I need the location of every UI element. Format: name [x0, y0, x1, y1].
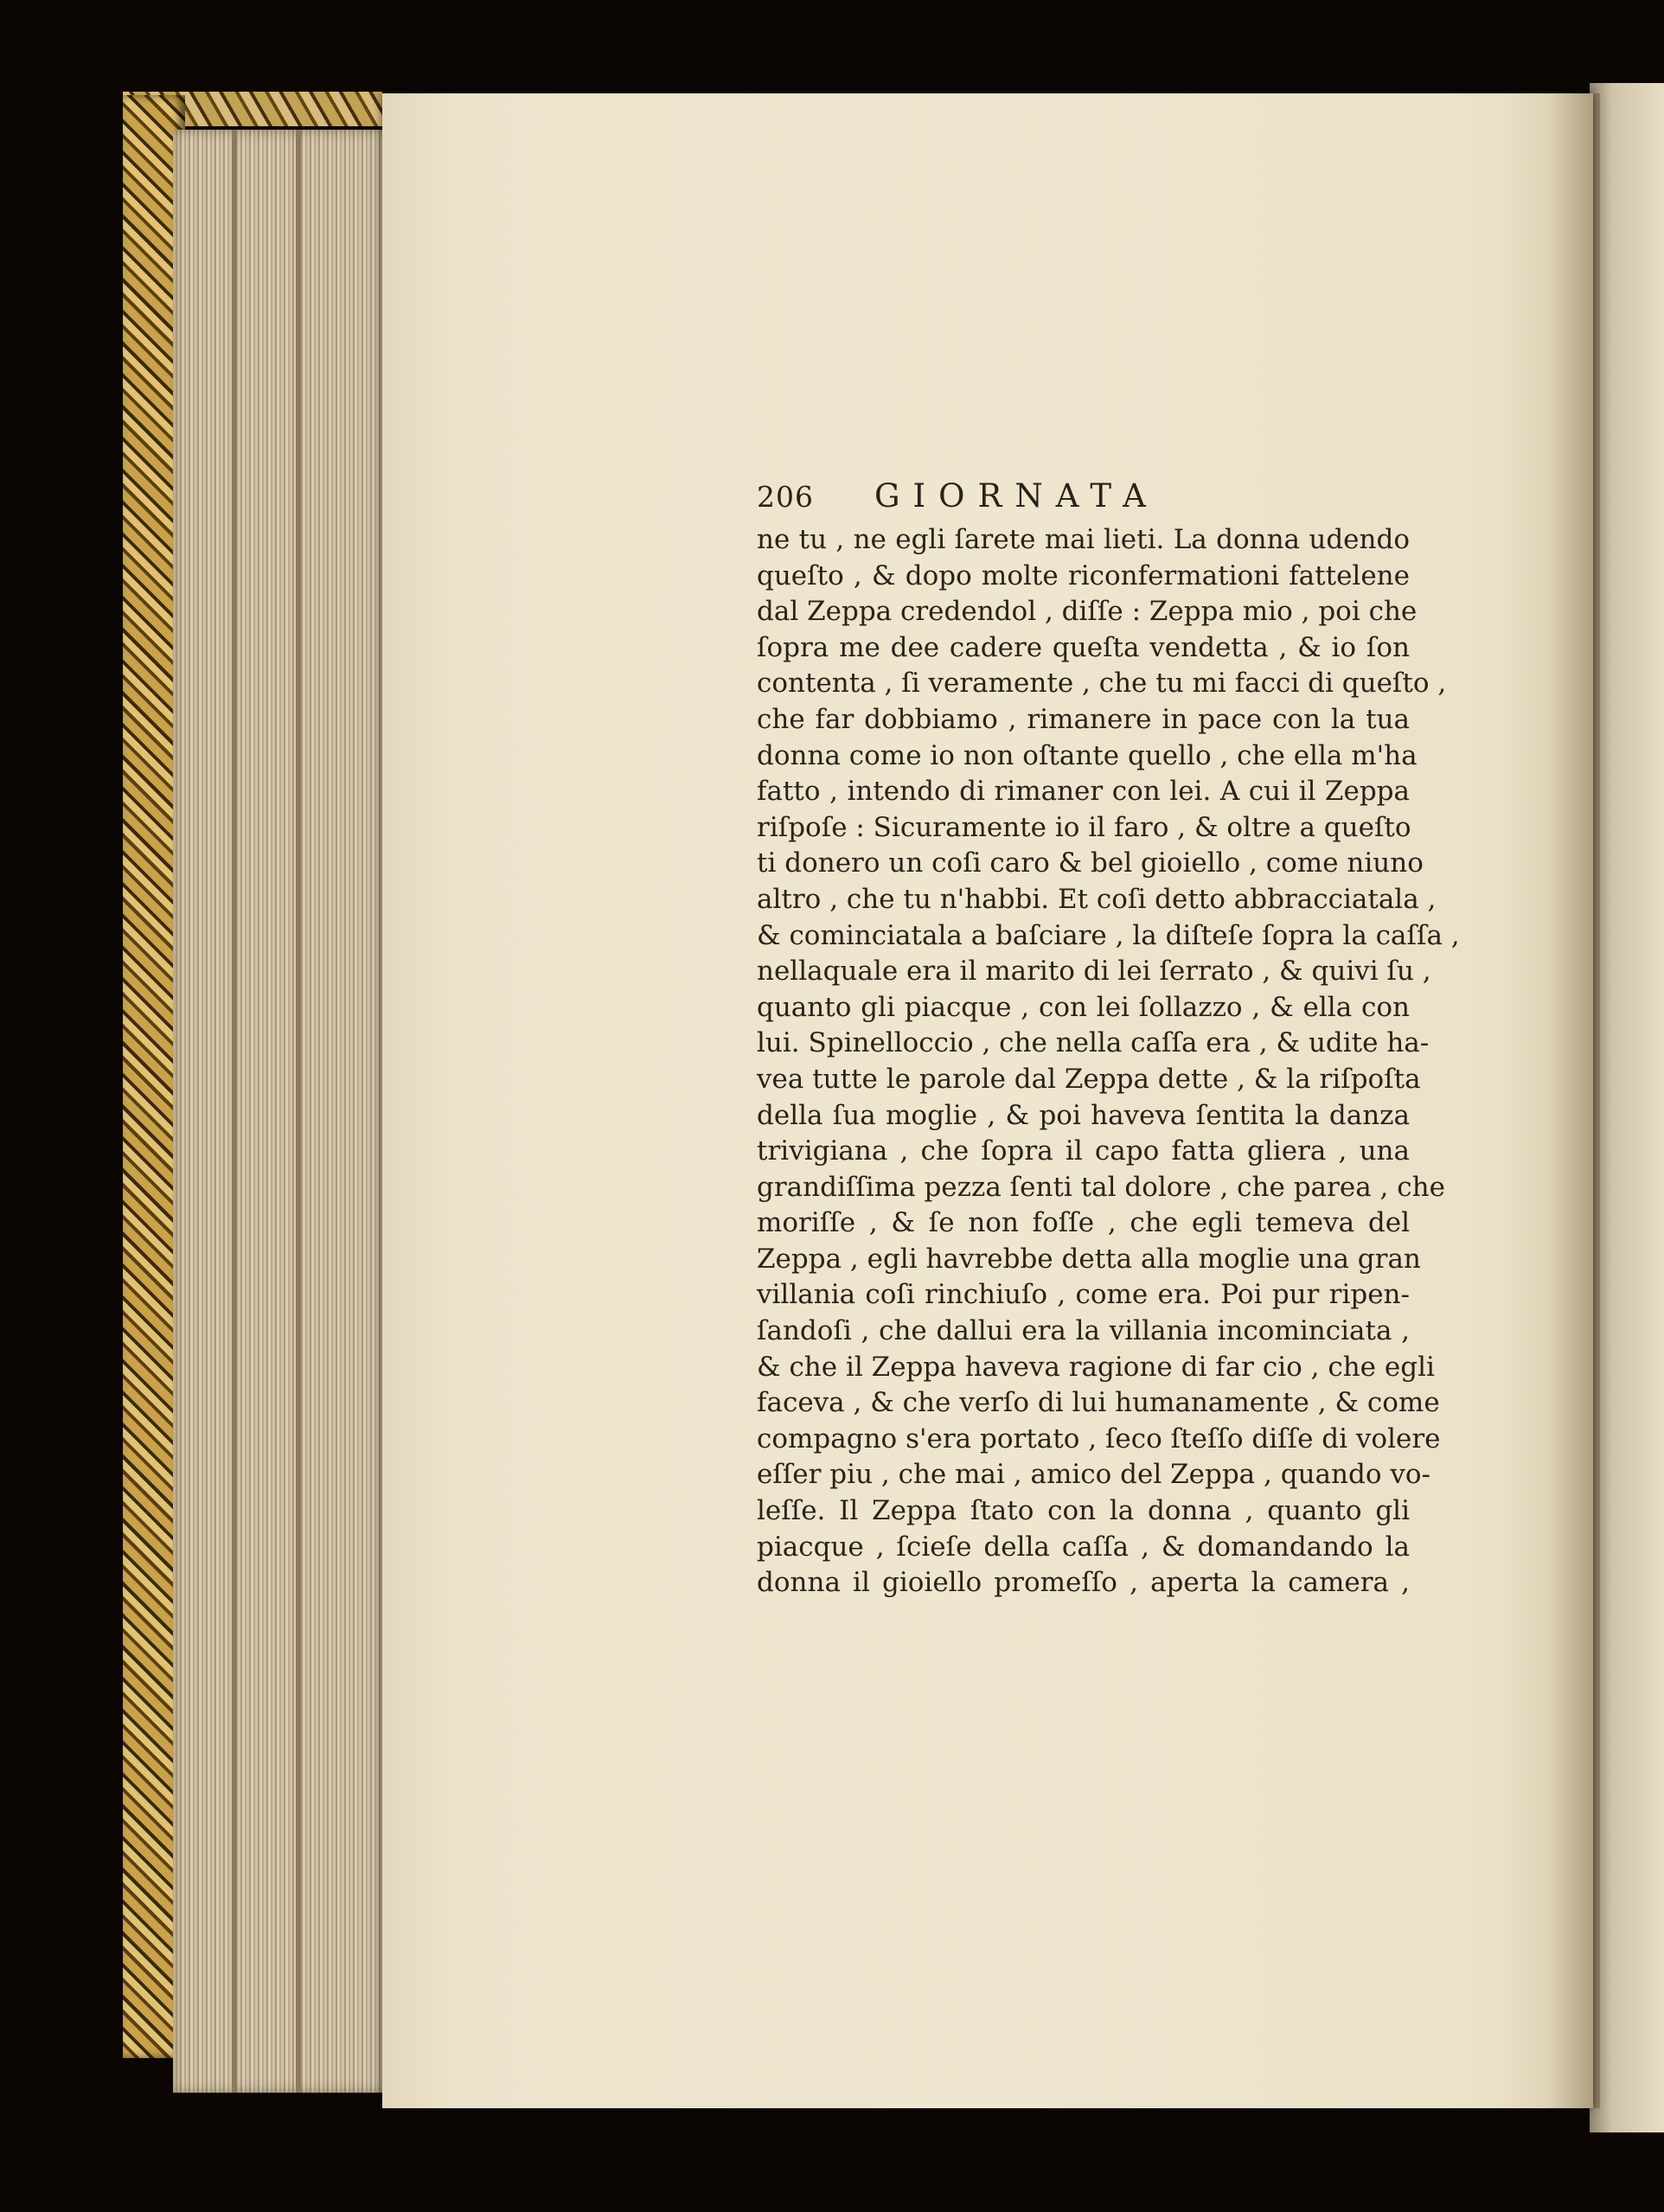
running-header [757, 477, 1410, 522]
text-line: leſſe. Il Zeppa ſtato con la donna , quanto gli [757, 1495, 1410, 1527]
text-line: Zeppa , egli havrebbe detta alla moglie una gran [757, 1243, 1421, 1275]
text-line: che far dobbiamo , rimanere in pace con la tua [757, 703, 1410, 735]
text-line: altro , che tu n'habbi. Et coſi detto abbracciatala , [757, 883, 1437, 915]
text-line: villania coſi rinchiuſo , come era. Poi pur ripen- [757, 1279, 1410, 1311]
text-line: contenta , ſi veramente , che tu mi facci di queſto , [757, 668, 1447, 700]
body-text [757, 522, 1460, 1601]
text-line: & cominciatala a baſciare , la diſteſe ſopra la caſſa , [757, 919, 1460, 951]
gutter-shadow [1548, 93, 1600, 2108]
text-line: quanto gli piacque , con lei ſollazzo , & ella con [757, 991, 1410, 1023]
page-number: 206 [757, 480, 814, 514]
text-line: fatto , intendo di rimaner con lei. A cui il Zeppa [757, 776, 1410, 808]
text-line: eſſer piu , che mai , amico del Zeppa , quando vo- [757, 1459, 1430, 1491]
text-line: donna il gioiello promeſſo , aperta la camera , [757, 1567, 1410, 1599]
text-line: piacque , ſcieſe della caſſa , & domandando la [757, 1531, 1410, 1563]
text-line: della ſua moglie , & poi haveva ſentita la danza [757, 1099, 1410, 1131]
text-line: ti donero un coſi caro & bel gioiello , come niuno [757, 847, 1424, 879]
text-line: riſpoſe : Sicuramente io il faro , & oltre a queſto [757, 811, 1411, 843]
text-line: grandiſſima pezza ſenti tal dolore , che parea , che [757, 1171, 1445, 1203]
text-line: faceva , & che verſo di lui humanamente , & come [757, 1387, 1440, 1419]
text-line: queſto , & dopo molte riconfermationi fattelene [757, 559, 1410, 591]
text-line: moriſſe , & ſe non foſſe , che egli temeva del [757, 1207, 1410, 1239]
text-line: ne tu , ne egli ſarete mai lieti. La donna udendo [757, 524, 1410, 555]
text-line: vea tutte le parole dal Zeppa dette , & la riſpoſta [757, 1063, 1421, 1095]
text-line: compagno s'era portato , ſeco ſteſſo diſſe di volere [757, 1422, 1441, 1454]
facing-page-edge [1590, 83, 1664, 2132]
text-line: trivigiana , che ſopra il capo fatta gliera , una [757, 1135, 1410, 1167]
text-line: donna come io non oſtante quello , che ella m'ha [757, 739, 1418, 771]
text-block [757, 477, 1460, 1601]
text-line: ſandoſi , che dallui era la villania incominciata , [757, 1315, 1410, 1347]
text-line: nellaquale era il marito di lei ſerrato , & quivi ſu , [757, 956, 1431, 988]
text-line: dal Zeppa credendol , diſſe : Zeppa mio , poi che [757, 596, 1418, 628]
text-line: ſopra me dee cadere queſta vendetta , & io ſon [757, 631, 1410, 663]
running-title: GIORNATA [874, 477, 1159, 515]
page-stack [173, 130, 385, 2093]
text-line: & che il Zeppa haveva ragione di far cio , che egli [757, 1351, 1435, 1383]
text-line: lui. Spinelloccio , che nella caſſa era , & udite ha- [757, 1027, 1430, 1059]
